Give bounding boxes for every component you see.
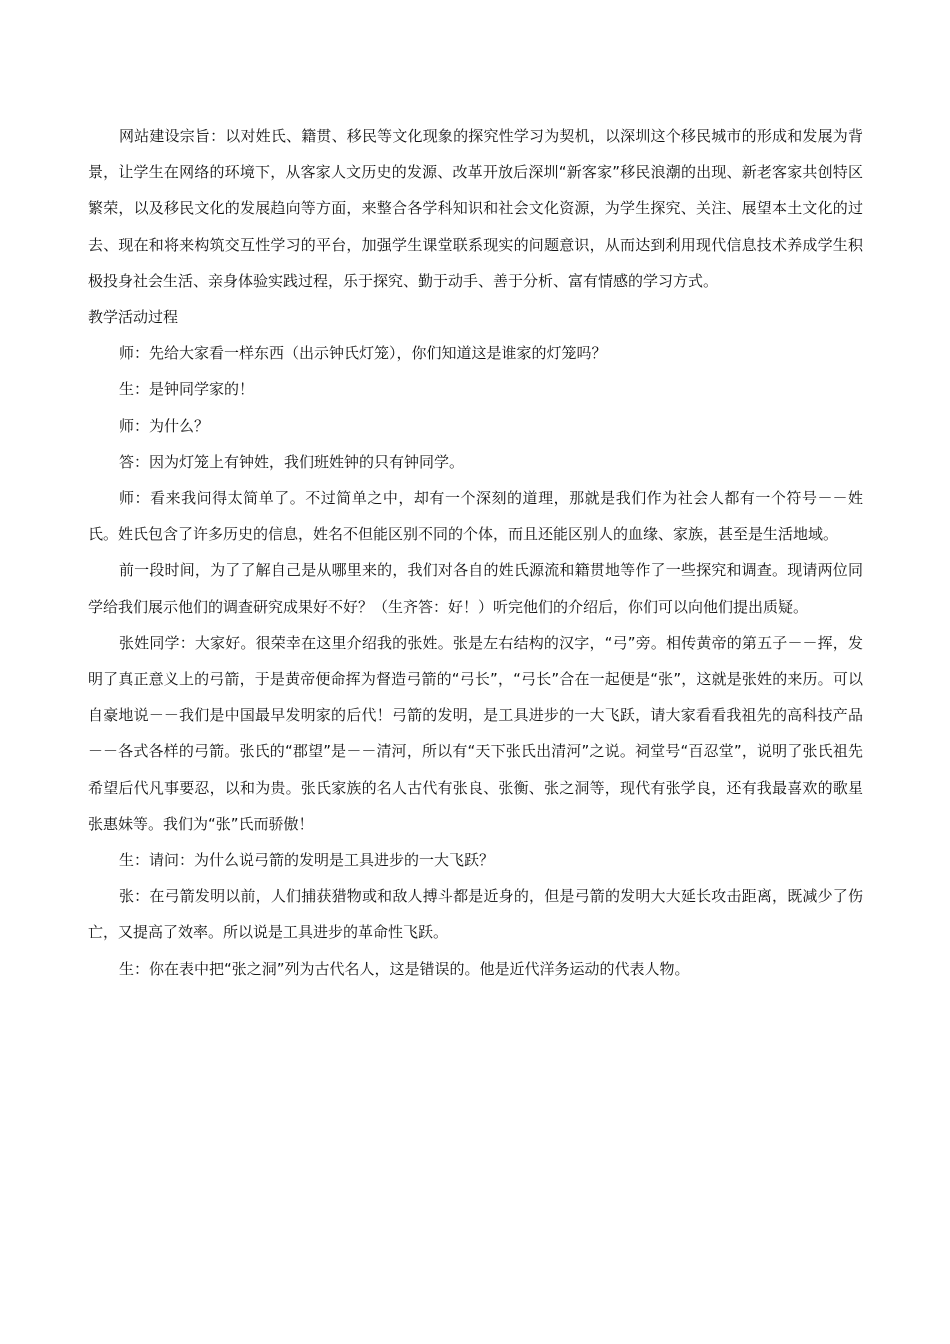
paragraph-dialogue: 生：是钟同学家的！ <box>119 380 255 399</box>
document-page <box>88 118 863 987</box>
paragraph-purpose: 网站建设宗旨：以对姓氏、籍贯、移民等文化现象的探究性学习为契机，以深圳这个移民城市的形成和发展为背景，让学生在网络的环境下，从客家人文历史的发源、改革开放后深圳“新客家”移民浪潮的出现、新老客家共创特区繁荣，以及移民文化的发展趋向等方面，来整合各学科知识和社会文化资源，为学生探究、关注、展望本土文化的过去、现在和将来构筑交互性学习的平台，加强学生课堂联系现实的问题意识，从而达到利用现代信息技术养成学生积极投身社会生活、亲身体验实践过程，乐于探究、勤于动手、善于分析、富有情感的学习方式。 <box>88 127 863 290</box>
paragraph-dialogue: 师：看来我问得太简单了。不过简单之中，却有一个深刻的道理，那就是我们作为社会人都有一个符号－－姓氏。姓氏包含了许多历史的信息，姓名不但能区别不同的个体，而且还能区别人的血缘、家族，甚至是生活地域。 <box>88 489 863 544</box>
paragraph-dialogue: 师：为什么？ <box>119 416 210 435</box>
paragraph-dialogue: 生：请问：为什么说弓箭的发明是工具进步的一大飞跃？ <box>119 851 495 870</box>
paragraph-dialogue: 张：在弓箭发明以前，人们捕获猎物或和敌人搏斗都是近身的，但是弓箭的发明大大延长攻击距离，既减少了伤亡，又提高了效率。所以说是工具进步的革命性飞跃。 <box>88 887 863 942</box>
paragraph-dialogue: 师：先给大家看一样东西（出示钟氏灯笼），你们知道这是谁家的灯笼吗？ <box>119 344 607 363</box>
section-heading: 教学活动过程 <box>88 308 179 327</box>
paragraph-dialogue: 生：你在表中把“张之洞”列为古代名人，这是错误的。他是近代洋务运动的代表人物。 <box>119 959 690 978</box>
paragraph-dialogue: 答：因为灯笼上有钟姓，我们班姓钟的只有钟同学。 <box>119 452 465 471</box>
paragraph-dialogue: 前一段时间，为了了解自己是从哪里来的，我们对各自的姓氏源流和籍贯地等作了一些探究和调查。现请两位同学给我们展示他们的调查研究成果好不好？（生齐答：好！）听完他们的介绍后，你们可以向他们提出质疑。 <box>88 561 863 616</box>
paragraph-dialogue: 张姓同学：大家好。很荣幸在这里介绍我的张姓。张是左右结构的汉字，“弓”旁。相传黄帝的第五子－－挥，发明了真正意义上的弓箭，于是黄帝便命挥为督造弓箭的“弓长”，“弓长”合在一起便是“张”，这就是张姓的来历。可以自豪地说－－我们是中国最早发明家的后代！弓箭的发明，是工具进步的一大飞跃，请大家看看我祖先的高科技产品－－各式各样的弓箭。张氏的“郡望”是－－清河，所以有“天下张氏出清河”之说。祠堂号“百忍堂”，说明了张氏祖先希望后代凡事要忍，以和为贵。张氏家族的名人古代有张良、张衡、张之洞等，现代有张学良，还有我最喜欢的歌星张惠妹等。我们为“张”氏而骄傲！ <box>88 633 863 833</box>
